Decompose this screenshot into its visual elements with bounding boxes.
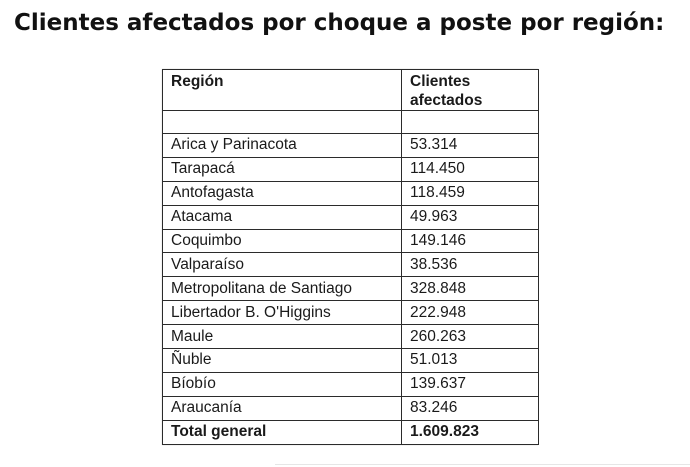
table-row xyxy=(163,325,539,349)
clients-cell: 149.146 xyxy=(402,229,539,253)
clients-cell: 114.450 xyxy=(402,157,539,181)
table-row xyxy=(163,157,539,181)
clients-cell: 83.246 xyxy=(402,396,539,420)
region-cell: Metropolitana de Santiago xyxy=(163,277,402,301)
total-clients-cell: 1.609.823 xyxy=(402,420,539,444)
region-cell: Ñuble xyxy=(163,349,402,373)
region-cell: Antofagasta xyxy=(163,181,402,205)
clients-cell: 51.013 xyxy=(402,349,539,373)
region-cell: Libertador B. O'Higgins xyxy=(163,301,402,325)
clients-cell: 260.263 xyxy=(402,325,539,349)
clients-cell: 49.963 xyxy=(402,205,539,229)
clients-by-region-table xyxy=(162,69,539,445)
table-row xyxy=(163,205,539,229)
table-image xyxy=(162,69,538,445)
region-cell: Coquimbo xyxy=(163,229,402,253)
column-header-region: Región xyxy=(163,70,402,111)
total-label-cell: Total general xyxy=(163,420,402,444)
region-cell: Maule xyxy=(163,325,402,349)
region-cell: Valparaíso xyxy=(163,253,402,277)
table-row xyxy=(163,253,539,277)
column-header-clients: Clientes afectados xyxy=(402,70,539,111)
clients-cell: 53.314 xyxy=(402,134,539,158)
page-title: Clientes afectados por choque a poste por región: xyxy=(14,10,665,36)
table-row xyxy=(163,372,539,396)
table-row xyxy=(163,301,539,325)
blank-cell xyxy=(402,111,539,134)
table-row xyxy=(163,349,539,373)
clients-cell: 118.459 xyxy=(402,181,539,205)
table-header-row xyxy=(163,70,539,111)
clients-cell: 222.948 xyxy=(402,301,539,325)
clients-cell: 139.637 xyxy=(402,372,539,396)
region-cell: Tarapacá xyxy=(163,157,402,181)
divider xyxy=(275,464,690,465)
region-cell: Arica y Parinacota xyxy=(163,134,402,158)
blank-cell xyxy=(163,111,402,134)
clients-cell: 38.536 xyxy=(402,253,539,277)
table-row xyxy=(163,396,539,420)
region-cell: Bíobío xyxy=(163,372,402,396)
blank-row xyxy=(163,111,539,134)
clients-cell: 328.848 xyxy=(402,277,539,301)
table-row xyxy=(163,134,539,158)
table-row xyxy=(163,181,539,205)
region-cell: Atacama xyxy=(163,205,402,229)
table-row xyxy=(163,229,539,253)
total-row xyxy=(163,420,539,444)
region-cell: Araucanía xyxy=(163,396,402,420)
table-row xyxy=(163,277,539,301)
